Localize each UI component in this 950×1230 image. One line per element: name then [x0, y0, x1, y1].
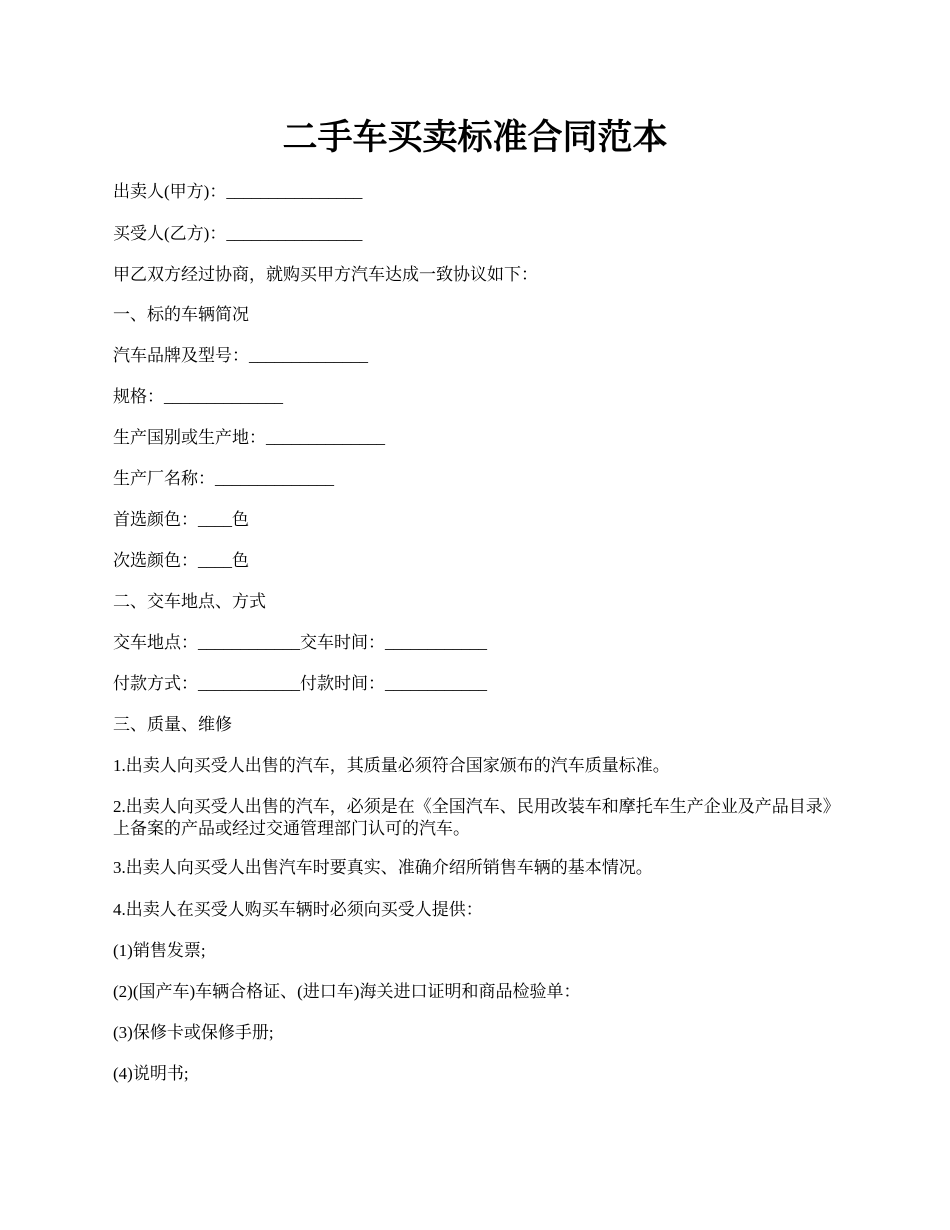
- section-heading-1: 一、标的车辆简况: [113, 305, 249, 324]
- section-heading-2: 二、交车地点、方式: [113, 592, 266, 611]
- clause-3: 3.出卖人向买受人出售汽车时要真实、准确介绍所销售车辆的基本情况。: [113, 858, 653, 877]
- clause-1: 1.出卖人向买受人出售的汽车，其质量必须符合国家颁布的汽车质量标准。: [113, 756, 670, 775]
- origin-field: 生产国别或生产地：______________: [113, 428, 385, 447]
- spec-field: 规格：______________: [113, 387, 283, 406]
- buyer-field: 买受人(乙方)：________________: [113, 224, 363, 243]
- clause-2: 2.出卖人向买受人出售的汽车，必须是在《全国汽车、民用改装车和摩托车生产企业及产品目录》上备案的产品或经过交通管理部门认可的汽车。: [113, 797, 840, 838]
- secondary-color-field: 次选颜色：____色: [113, 551, 249, 570]
- manufacturer-field: 生产厂名称：______________: [113, 469, 334, 488]
- delivery-field: 交车地点：____________交车时间：____________: [113, 633, 487, 652]
- clause-4-item-1: (1)销售发票;: [113, 941, 206, 960]
- document-title: 二手车买卖标准合同范本: [282, 117, 668, 158]
- intro-paragraph: 甲乙双方经过协商，就购买甲方汽车达成一致协议如下：: [113, 265, 538, 284]
- primary-color-field: 首选颜色：____色: [113, 510, 249, 529]
- clause-4-item-3: (3)保修卡或保修手册;: [113, 1023, 274, 1042]
- clause-4: 4.出卖人在买受人购买车辆时必须向买受人提供：: [113, 900, 483, 919]
- section-heading-3: 三、质量、维修: [113, 715, 232, 734]
- clause-4-item-4: (4)说明书;: [113, 1064, 189, 1083]
- brand-model-field: 汽车品牌及型号：______________: [113, 346, 368, 365]
- seller-field: 出卖人(甲方)：________________: [113, 182, 363, 201]
- payment-field: 付款方式：____________付款时间：____________: [113, 674, 487, 693]
- clause-4-item-2: (2)(国产车)车辆合格证、(进口车)海关进口证明和商品检验单：: [113, 982, 581, 1001]
